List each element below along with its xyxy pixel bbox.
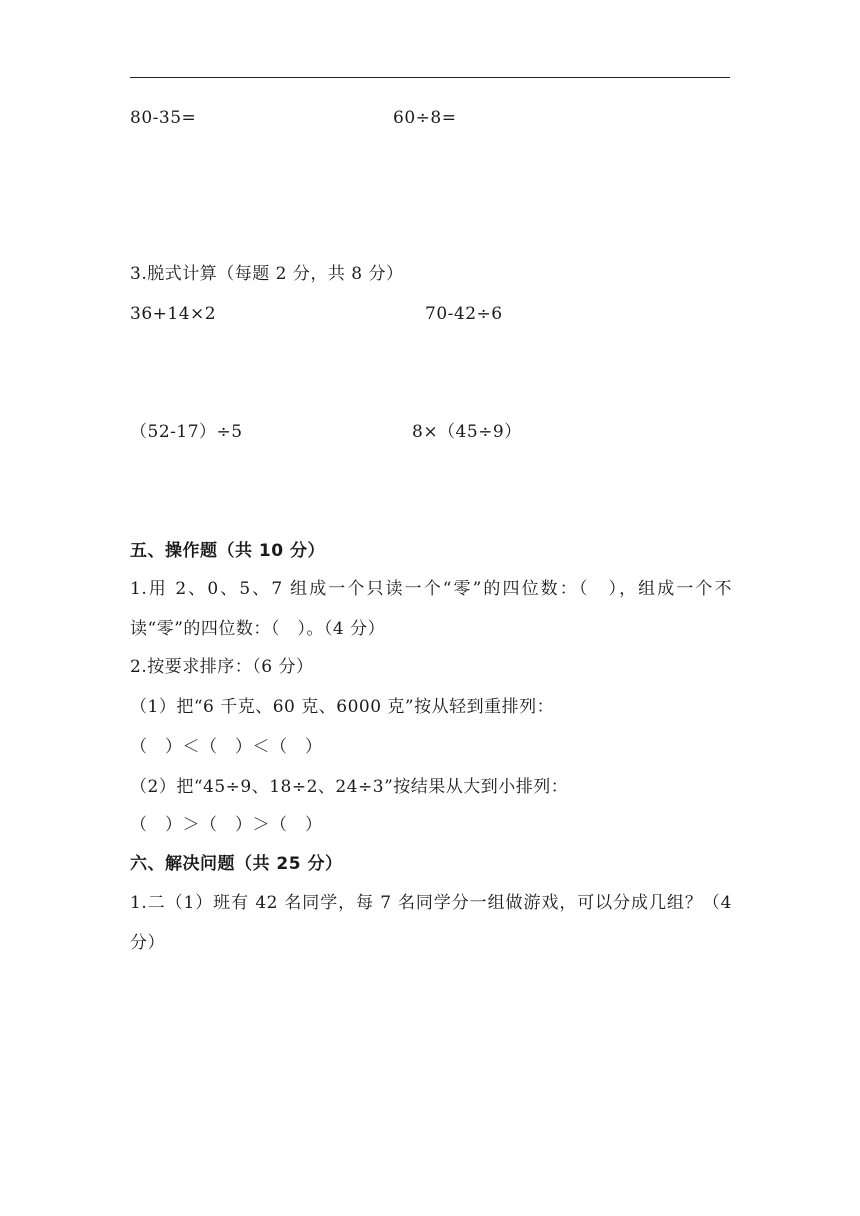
section5-heading: 五、操作题（共 10 分）	[130, 541, 325, 561]
section5-q2: 2.按要求排序：（6 分）	[130, 657, 314, 677]
section6-heading: 六、解决问题（共 25 分）	[130, 854, 343, 874]
section6-q1: 1.二（1）班有 42 名同学，每 7 名同学分一组做游戏，可以分成几组？（4 分）	[130, 893, 732, 953]
section5-q2-1-blanks: （ ）＜（ ）＜（ ）	[130, 737, 323, 757]
section5-q2-1: （1）把“6 千克、60 克、6000 克”按从轻到重排列：	[130, 697, 555, 717]
calc-item-80-35: 80-35=	[130, 108, 197, 128]
q3-item-4: 8×（45÷9）	[412, 422, 522, 442]
section5-q1: 1.用 2、0、5、7 组成一个只读一个“零”的四位数：（ ），组成一个不读“零”的四位数：（ ）。（4 分）	[130, 579, 732, 639]
q3-item-1: 36+14×2	[130, 304, 217, 324]
q3-item-3: （52-17）÷5	[130, 422, 243, 442]
section5-q2-2: （2）把“45÷9、18÷2、24÷3”按结果从大到小排列：	[130, 777, 569, 797]
calc-item-60div8: 60÷8=	[393, 108, 457, 128]
q3-title: 3.脱式计算（每题 2 分，共 8 分）	[130, 264, 404, 284]
header-rule	[130, 77, 730, 78]
section5-q2-2-blanks: （ ）＞（ ）＞（ ）	[130, 815, 323, 835]
q3-item-2: 70-42÷6	[425, 304, 503, 324]
